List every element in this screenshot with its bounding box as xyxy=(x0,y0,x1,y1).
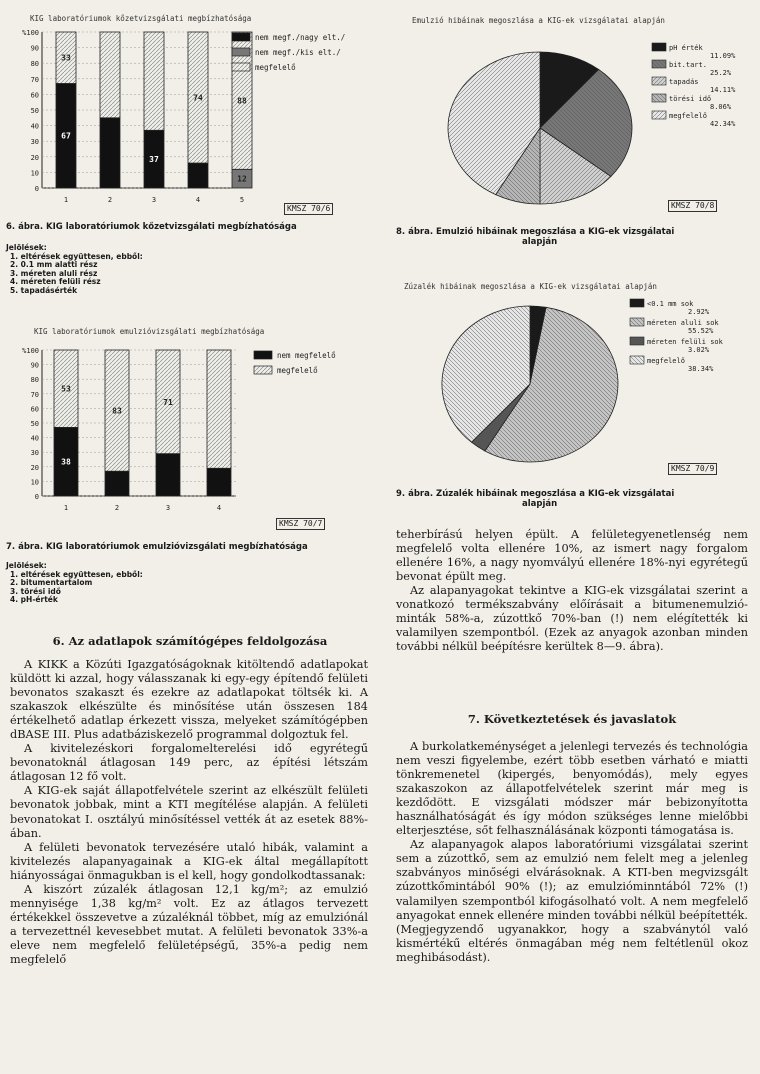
y-tick-label: 80 xyxy=(30,376,39,385)
y-tick-label: 50 xyxy=(30,107,39,115)
paragraph: Az alapanyagok alapos laboratóriumi vizsgálatai szerint sem a zúzottkő, sem az emulzió nem felelt meg a jelenleg szabványos minőségi elvárásoknak. A KTI-ben megvizsgált zúzottkőmintából 90% (!); az emulzióminntából 72% (!) valamilyen szempontból kifogásolható volt. A nem megfelelő anyagokat ennek ellenére minden további nélkül beépítették. (Megjegyzendő ugyanakkor, hogy a szabványtól való kismértékű eltérés önmagában még nem feltétlenül okoz meghibásodást). xyxy=(396,838,748,964)
right-column-text-bottom xyxy=(396,740,748,965)
section-7-heading: 7. Következtetések és javaslatok xyxy=(467,712,677,726)
fig9-caption xyxy=(396,489,674,509)
legend-label: megfelelő xyxy=(255,63,296,72)
y-tick-label: 60 xyxy=(30,405,39,414)
data-label: 67 xyxy=(61,131,71,141)
slice-value-label: 14.11% xyxy=(710,86,736,94)
slice-value-label: 2.92% xyxy=(688,308,710,316)
x-tick-label: 5 xyxy=(239,196,245,204)
y-tick-label: 80 xyxy=(30,60,39,69)
paragraph: A burkolatkeménységet a jelenlegi tervezés és technológia nem veszi figyelembe, ezért több esetben várható e miatti tönkremenetel (kipergés, benyomódás), mely egyes szakaszokon az állapotfelvételek szerint már meg is kezdődött. E vizsgálati módszer már bebizonyította használhatóságát és így módon szükséges lenne mielőbbi elterjesztése, sőt felhasználásának központi támogatása is. xyxy=(396,740,748,838)
fig9-chart xyxy=(390,292,760,482)
legend-swatch xyxy=(652,111,666,119)
legend-swatch xyxy=(652,94,666,102)
bar-segment xyxy=(156,454,180,496)
slice-value-label: 42.34% xyxy=(710,120,736,128)
legend-swatch xyxy=(652,77,666,85)
data-label: 88 xyxy=(237,96,247,106)
y-tick-label: 90 xyxy=(30,44,39,53)
y-tick-label: 10 xyxy=(30,169,39,178)
legend-label: méreten aluli sok xyxy=(647,319,719,327)
legend-label: nem megf./nagy elt./ xyxy=(255,33,346,42)
x-tick-label: 4 xyxy=(216,504,222,512)
fig6-legend xyxy=(6,244,143,296)
fig7-legend-item: 2. bitumentartalom xyxy=(10,578,93,588)
y-tick-label: 70 xyxy=(30,75,39,84)
fig8-caption-line: 8. ábra. Emulzió hibáinak megoszlása a KIG-ek vizsgálatai xyxy=(396,227,675,237)
y-tick-label: %100 xyxy=(22,347,39,355)
paragraph: A kivitelezéskori forgalomelterelési idő egyrétegű bevonatoknál átlagosan 149 perc, az építési létszám átlagosan 12 fő volt. xyxy=(10,742,368,784)
legend-label: bit.tart. xyxy=(669,61,707,69)
x-tick-label: 2 xyxy=(114,504,120,512)
fig8-chart xyxy=(390,28,760,213)
paragraph: A kiszórt zúzalék átlagosan 12,1 kg/m²; az emulzió mennyisége 1,38 kg/m² volt. Ez az átlagos tervezett értékekkel összevetve a zúzaléknál többet, míg az emulziónál a tervezettnél kevesebbet mutat. A felületi bevonatok 33%-a eleve nem megfelelő felületépségű, 35%-a pedig nem megfelelő xyxy=(10,882,368,966)
legend-label: megfelelő xyxy=(669,112,707,120)
fig7-legend xyxy=(6,562,143,605)
left-column-text xyxy=(10,658,368,967)
data-label: 53 xyxy=(61,384,71,394)
y-tick-label: 10 xyxy=(30,478,39,487)
legend-swatch xyxy=(652,43,666,51)
fig9-caption-line: 9. ábra. Zúzalék hibáinak megoszlása a KIG-ek vizsgálatai xyxy=(396,489,675,499)
legend-swatch xyxy=(254,351,272,359)
y-tick-label: 40 xyxy=(30,434,39,443)
bar-segment xyxy=(100,32,120,118)
legend-swatch xyxy=(232,48,250,56)
y-tick-label: 60 xyxy=(30,91,39,100)
bar-segment xyxy=(188,163,208,188)
slice-value-label: 11.09% xyxy=(710,52,736,60)
x-tick-label: 4 xyxy=(195,196,201,204)
paragraph: A felületi bevonatok tervezésére utaló hibák, valamint a kivitelezés alapanyagainak a KIG-ek által megállapított hiányosságai önmagukban is el kell, hogy gondolkodtassanak: xyxy=(10,840,368,882)
slice-value-label: 8.06% xyxy=(710,103,732,111)
x-tick-label: 1 xyxy=(63,504,69,512)
fig8-caption-line: alapján xyxy=(522,237,558,247)
y-tick-label: 70 xyxy=(30,390,39,399)
data-label: 33 xyxy=(61,53,71,63)
fig6-caption: 6. ábra. KIG laboratóriumok kőzetvizsgálati megbízhatósága xyxy=(6,222,297,232)
fig6-code: KMSZ 70/6 xyxy=(284,203,333,215)
y-tick-label: 20 xyxy=(30,153,39,162)
y-tick-label: %100 xyxy=(22,29,39,37)
fig7-legend-item: 4. pH-érték xyxy=(10,595,58,605)
fig6-chart xyxy=(0,20,380,220)
slice-value-label: 38.34% xyxy=(688,365,714,373)
bar-segment xyxy=(100,118,120,188)
legend-swatch xyxy=(232,33,250,41)
legend-swatch xyxy=(630,337,644,345)
legend-label: méreten felüli sok xyxy=(647,338,723,346)
fig9-code: KMSZ 70/9 xyxy=(668,463,717,475)
y-tick-label: 30 xyxy=(30,138,39,147)
data-label: 38 xyxy=(61,457,71,467)
y-tick-label: 50 xyxy=(30,420,39,428)
paragraph: A KIKK a Közúti Igazgatóságoknak kitöltendő adatlapokat küldött ki azzal, hogy válasszanak ki egy-egy építendő felületi bevonatos szakaszt és ezekre az adatlapokat töltsék ki. A szakaszok elkészülte és minősítése után összesen 184 értékelhető adatlap érkezett vissza, melyeket számítógépben dBASE III. Plus adatbáziskezelő programmal dolgoztuk fel. xyxy=(10,658,368,742)
slice-value-label: 3.02% xyxy=(688,346,710,354)
x-tick-label: 3 xyxy=(165,504,171,512)
x-tick-label: 1 xyxy=(63,196,69,204)
y-tick-label: 40 xyxy=(30,122,39,131)
data-label: 83 xyxy=(112,406,122,416)
y-tick-label: 0 xyxy=(34,185,39,193)
legend-swatch xyxy=(254,366,272,374)
fig8-caption xyxy=(396,227,674,247)
paragraph: Az alapanyagokat tekintve a KIG-ek vizsgálatai szerint a vonatkozó termékszabvány előírásait a bitumenemulzió-minták 58%-a, zúzottkő 70%-ban (!) nem elégítették ki valamilyen szempontból. (Ezek az anyagok azonban minden további nélkül beépítésre kerültek 8—9. ábra). xyxy=(396,584,748,654)
bar-segment xyxy=(144,32,164,130)
slice-value-label: 25.2% xyxy=(710,69,732,77)
fig9-caption-line: alapján xyxy=(522,499,558,509)
data-label: 37 xyxy=(149,155,159,165)
fig6-legend-item: 5. tapadásérték xyxy=(10,285,78,295)
fig8-code: KMSZ 70/8 xyxy=(668,200,717,212)
fig7-legend-item: 3. törési idő xyxy=(10,586,61,596)
fig6-legend-item: 2. 0.1 mm alatti rész xyxy=(10,260,98,270)
slice-value-label: 55.52% xyxy=(688,327,714,335)
fig7-legend-item: 1. eltérések együttesen, ebből: xyxy=(10,569,143,579)
legend-label: törési idő xyxy=(669,95,712,103)
fig6-legend-item: 4. méreten felüli rész xyxy=(10,277,101,287)
paragraph: A KIG-ek saját állapotfelvétele szerint az elkészült felületi bevonatok jobbak, mint a KTI megítélése alapján. A felületi bevonatokat I. osztályú minősítéssel vették át az esetek 88%-ában. xyxy=(10,784,368,840)
legend-swatch xyxy=(630,356,644,364)
y-tick-label: 30 xyxy=(30,449,39,458)
legend-label: megfelelő xyxy=(647,357,685,365)
fig7-legend-head: Jelölések: xyxy=(6,561,47,570)
x-tick-label: 2 xyxy=(107,196,113,204)
legend-label: pH érték xyxy=(669,44,703,52)
bar-segment xyxy=(207,468,231,496)
legend-label: megfelelő xyxy=(277,366,318,375)
right-column-text-top xyxy=(396,528,748,654)
y-tick-label: 0 xyxy=(34,493,39,501)
fig7-chart xyxy=(0,338,380,518)
section-6-heading: 6. Az adatlapok számítógépes feldolgozása xyxy=(52,634,328,648)
legend-label: <0.1 mm sok xyxy=(647,300,694,308)
fig7-caption: 7. ábra. KIG laboratóriumok emulzióvizsgálati megbízhatósága xyxy=(6,542,308,552)
y-tick-label: 20 xyxy=(30,463,39,472)
legend-label: nem megfelelő xyxy=(277,351,336,360)
legend-swatch xyxy=(652,60,666,68)
fig6-legend-item: 1. eltérések együttesen, ebből: xyxy=(10,251,143,261)
bar-segment xyxy=(207,350,231,468)
bar-segment xyxy=(105,471,129,496)
data-label: 71 xyxy=(163,397,173,407)
fig6-title: KIG laboratóriumok kőzetvizsgálati megbízhatósága xyxy=(30,14,252,23)
fig6-legend-item: 3. méreten aluli rész xyxy=(10,268,98,278)
legend-swatch xyxy=(630,318,644,326)
data-label: 12 xyxy=(237,174,247,184)
data-label: 74 xyxy=(193,93,203,103)
fig7-title: KIG laboratóriumok emulzióvizsgálati megbízhatósága xyxy=(34,327,265,336)
y-tick-label: 90 xyxy=(30,361,39,370)
legend-swatch xyxy=(630,299,644,307)
fig8-title: Emulzió hibáinak megoszlása a KIG-ek vizsgálatai alapján xyxy=(412,16,665,25)
paragraph: teherbírású helyen épült. A felületegyenetlenség nem megfelelő volta ellenére 10%, az ismert nagy forgalom ellenére 16%, a nagy nyomvályú ellenére 18%-nyi egyrétegű bevonat épült meg. xyxy=(396,528,748,584)
fig9-title: Zúzalék hibáinak megoszlása a KIG-ek vizsgálatai alapján xyxy=(404,282,657,291)
legend-label: nem megf./kis elt./ xyxy=(255,48,341,57)
fig6-legend-head: Jelölések: xyxy=(6,243,47,252)
legend-label: tapadás xyxy=(669,78,699,86)
fig7-code: KMSZ 70/7 xyxy=(276,518,325,530)
legend-swatch xyxy=(232,63,250,71)
x-tick-label: 3 xyxy=(151,196,157,204)
